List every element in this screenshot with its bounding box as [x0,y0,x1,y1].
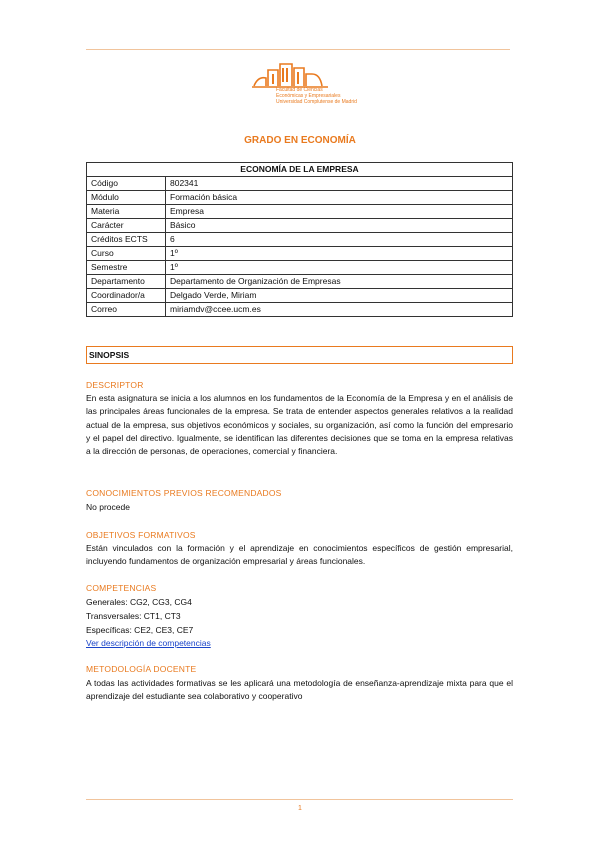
objetivos-heading: OBJETIVOS FORMATIVOS [86,530,196,540]
course-title: ECONOMÍA DE LA EMPRESA [87,163,513,177]
row-value: 1º [166,261,513,275]
footer-divider [86,799,513,800]
competencias-link[interactable]: Ver descripción de competencias [86,638,211,648]
row-value: 6 [166,233,513,247]
degree-title: GRADO EN ECONOMÍA [244,135,356,146]
row-label: Correo [87,303,166,317]
competencias-transversales: Transversales: CT1, CT3 [86,611,181,621]
competencias-heading: COMPETENCIAS [86,583,157,593]
competencias-generales: Generales: CG2, CG3, CG4 [86,597,192,607]
header-divider [86,49,510,50]
row-value: Básico [166,219,513,233]
row-label: Coordinador/a [87,289,166,303]
row-label: Semestre [87,261,166,275]
competencias-especificas: Específicas: CE2, CE3, CE7 [86,625,194,635]
row-label: Código [87,177,166,191]
page-number: 1 [298,805,302,812]
row-label: Materia [87,205,166,219]
logo-line-3: Universidad Complutense de Madrid [276,99,357,105]
descriptor-heading: DESCRIPTOR [86,380,144,390]
logo-caption [276,87,357,105]
row-label: Departamento [87,275,166,289]
row-label: Curso [87,247,166,261]
row-value: miriamdv@ccee.ucm.es [166,303,513,317]
row-value: 1º [166,247,513,261]
table-row [87,219,513,233]
row-label: Módulo [87,191,166,205]
row-value: Departamento de Organización de Empresas [166,275,513,289]
table-row [87,233,513,247]
table-row [87,303,513,317]
table-row [87,289,513,303]
row-value: Delgado Verde, Miriam [166,289,513,303]
row-value: 802341 [166,177,513,191]
course-info-table [86,162,513,317]
sinopsis-label: SINOPSIS [89,350,130,360]
objetivos-text: Están vinculados con la formación y el aprendizaje en conocimientos específicos de gestión empresarial, incluyendo fundamentos de organización empresarial y áreas funcionales. [86,543,513,567]
descriptor-text: En esta asignatura se inicia a los alumnos en los fundamentos de la Economía de la Empresa y en el análisis de las principales áreas funcionales de la empresa. Se trata de entender aspectos generales relativos a la realidad actual de la empresa, sus objetivos económicos y sociales, su organización, así como la función del empresario y el papel del directivo. Igualmente, se identifican las diferentes decisiones que se toma en la empresa relativas a la dirección de personas, de operaciones, comercial y financiera. [86,393,513,457]
table-row [87,177,513,191]
logo-line-2: Económicas y Empresariales [276,93,341,99]
table-row [87,247,513,261]
table-row [87,261,513,275]
row-label: Créditos ECTS [87,233,166,247]
previos-text: No procede [86,502,130,512]
table-row [87,275,513,289]
metodologia-heading: METODOLOGÍA DOCENTE [86,664,197,674]
row-value: Empresa [166,205,513,219]
row-label: Carácter [87,219,166,233]
metodologia-text: A todas las actividades formativas se les aplicará una metodología de enseñanza-aprendizaje mixta para que el aprendizaje del estudiante sea colaborativo y cooperativo [86,678,513,702]
logo-line-1: Facultad de Ciencias [276,87,323,93]
table-row [87,205,513,219]
row-value: Formación básica [166,191,513,205]
sinopsis-section-header [86,346,513,364]
table-row [87,191,513,205]
previos-heading: CONOCIMIENTOS PREVIOS RECOMENDADOS [86,488,282,498]
table-header-row [87,163,513,177]
